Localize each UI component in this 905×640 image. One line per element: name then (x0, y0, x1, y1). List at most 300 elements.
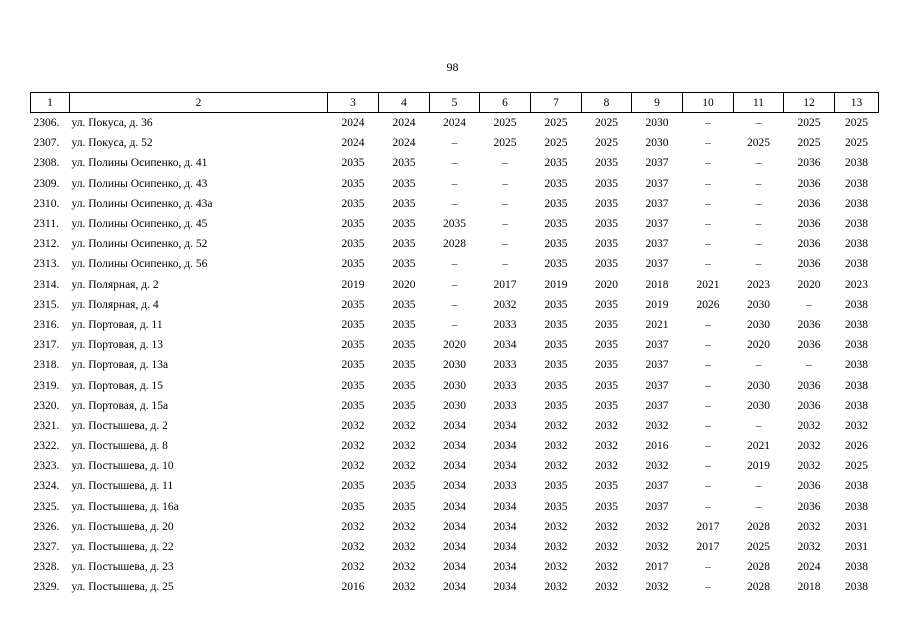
year-cell: 2035 (341, 177, 365, 190)
year-cell: 2034 (443, 541, 466, 554)
year-cell: 2036 (797, 318, 821, 331)
year-cell: 2035 (341, 238, 365, 251)
address-cell: ул. Постышева, д. 25 (71, 581, 174, 594)
year-cell: 2032 (797, 419, 821, 432)
year-cell: 2016 (645, 440, 669, 453)
year-cell: 2025 (747, 137, 770, 150)
year-cell: 2036 (797, 157, 821, 170)
column-header-5: 5 (430, 93, 480, 113)
year-cell: 2030 (747, 318, 770, 331)
year-cell: 2032 (544, 581, 568, 594)
year-cell: 2017 (696, 520, 720, 533)
address-cell: ул. Покуса, д. 52 (71, 137, 153, 150)
year-cell: 2019 (747, 460, 770, 473)
year-cell: – (755, 218, 762, 231)
address-cell: ул. Полины Осипенко, д. 45 (71, 218, 208, 231)
year-cell: – (451, 197, 458, 210)
year-cell: – (705, 460, 711, 473)
table-row (31, 355, 879, 375)
year-cell: – (755, 258, 762, 271)
column-header-2: 2 (70, 93, 328, 113)
year-cell: 2033 (493, 379, 517, 392)
year-cell: 2023 (747, 278, 770, 291)
address-cell: ул. Полярная, д. 2 (71, 278, 159, 291)
year-cell: 2038 (845, 177, 868, 190)
year-cell: 2021 (747, 440, 770, 453)
year-cell: 2025 (845, 460, 868, 473)
year-cell: 2035 (544, 500, 568, 513)
year-cell: 2032 (645, 419, 669, 432)
table-row (31, 577, 879, 597)
column-header-10: 10 (683, 93, 734, 113)
register-table (30, 92, 879, 598)
address-cell: ул. Полины Осипенко, д. 52 (71, 238, 208, 251)
year-cell: 2032 (392, 581, 416, 594)
year-cell: 2032 (392, 541, 416, 554)
address-cell: ул. Постышева, д. 8 (71, 440, 168, 453)
year-cell: 2025 (845, 137, 868, 150)
year-cell: 2032 (645, 541, 669, 554)
address-cell: ул. Полины Осипенко, д. 56 (71, 258, 208, 271)
table-row (31, 456, 879, 476)
year-cell: 2032 (595, 440, 618, 453)
year-cell: 2025 (747, 541, 770, 554)
year-cell: 2038 (845, 581, 868, 594)
year-cell: – (451, 258, 458, 271)
year-cell: 2037 (645, 379, 669, 392)
year-cell: 2032 (595, 460, 618, 473)
year-cell: 2024 (341, 137, 365, 150)
row-number: 2328. (33, 561, 60, 574)
year-cell: 2032 (544, 520, 568, 533)
year-cell: – (705, 500, 711, 513)
address-cell: ул. Полины Осипенко, д. 43 (71, 177, 208, 190)
year-cell: 2036 (797, 238, 821, 251)
year-cell: 2032 (797, 541, 821, 554)
year-cell: 2035 (341, 339, 365, 352)
year-cell: – (502, 258, 508, 271)
year-cell: 2032 (544, 460, 568, 473)
year-cell: 2036 (797, 177, 821, 190)
table-row (31, 497, 879, 517)
address-cell: ул. Покуса, д. 36 (71, 117, 153, 130)
table-row (31, 254, 879, 274)
row-number: 2311. (33, 218, 59, 231)
year-cell: 2035 (341, 298, 365, 311)
table-row (31, 295, 879, 315)
address-cell: ул. Постышева, д. 22 (71, 541, 174, 554)
year-cell: 2038 (845, 561, 868, 574)
year-cell: 2038 (845, 500, 868, 513)
year-cell: 2035 (341, 359, 365, 372)
year-cell: 2024 (443, 117, 466, 130)
column-header-6: 6 (480, 93, 531, 113)
year-cell: 2032 (645, 520, 669, 533)
page-number: 98 (446, 60, 459, 74)
year-cell: 2035 (392, 399, 416, 412)
year-cell: – (705, 399, 711, 412)
year-cell: 2033 (493, 359, 517, 372)
address-cell: ул. Постышева, д. 10 (71, 460, 174, 473)
year-cell: 2032 (392, 419, 416, 432)
column-header-9: 9 (632, 93, 683, 113)
year-cell: 2032 (544, 541, 568, 554)
year-cell: 2035 (595, 359, 618, 372)
column-header-4: 4 (379, 93, 430, 113)
year-cell: 2032 (544, 419, 568, 432)
year-cell: 2038 (845, 258, 868, 271)
year-cell: 2035 (595, 318, 618, 331)
year-cell: – (705, 480, 711, 493)
year-cell: 2035 (595, 218, 618, 231)
year-cell: 2024 (341, 117, 365, 130)
year-cell: 2030 (443, 359, 466, 372)
year-cell: 2034 (493, 500, 517, 513)
year-cell: 2038 (845, 339, 868, 352)
year-cell: 2026 (845, 440, 868, 453)
year-cell: 2032 (341, 561, 365, 574)
year-cell: 2035 (544, 258, 568, 271)
year-cell: 2035 (544, 379, 568, 392)
year-cell: 2035 (544, 399, 568, 412)
address-cell: ул. Полины Осипенко, д. 43а (71, 197, 213, 210)
year-cell: 2030 (747, 399, 770, 412)
year-cell: 2025 (595, 117, 618, 130)
address-cell: ул. Портовая, д. 13 (71, 339, 164, 352)
year-cell: – (705, 238, 711, 251)
year-cell: – (451, 298, 458, 311)
address-cell: ул. Портовая, д. 11 (71, 318, 163, 331)
row-number: 2323. (33, 460, 60, 473)
year-cell: 2038 (845, 298, 868, 311)
year-cell: 2032 (645, 460, 669, 473)
column-header-13: 13 (835, 93, 879, 113)
row-number: 2324. (33, 480, 60, 493)
year-cell: – (755, 359, 762, 372)
year-cell: 2034 (443, 561, 466, 574)
year-cell: 2035 (341, 399, 365, 412)
year-cell: 2032 (341, 460, 365, 473)
address-cell: ул. Портовая, д. 13а (71, 359, 169, 372)
year-cell: – (451, 278, 458, 291)
year-cell: 2035 (595, 500, 618, 513)
year-cell: 2034 (493, 339, 517, 352)
year-cell: 2032 (595, 581, 618, 594)
year-cell: 2032 (392, 460, 416, 473)
year-cell: 2032 (845, 419, 868, 432)
year-cell: 2037 (645, 339, 669, 352)
row-number: 2319. (33, 379, 60, 392)
column-header-3: 3 (328, 93, 379, 113)
year-cell: 2028 (747, 520, 770, 533)
year-cell: 2020 (747, 339, 770, 352)
address-cell: ул. Портовая, д. 15 (71, 379, 164, 392)
year-cell: 2021 (645, 318, 669, 331)
year-cell: 2035 (595, 298, 618, 311)
year-cell: 2030 (443, 379, 466, 392)
row-number: 2309. (33, 177, 60, 190)
year-cell: 2035 (544, 197, 568, 210)
year-cell: 2037 (645, 197, 669, 210)
year-cell: 2035 (392, 339, 416, 352)
year-cell: 2035 (443, 218, 466, 231)
row-number: 2317. (33, 339, 60, 352)
year-cell: 2034 (493, 541, 517, 554)
address-cell: ул. Портовая, д. 15а (71, 399, 169, 412)
year-cell: 2025 (544, 117, 568, 130)
year-cell: 2035 (595, 238, 618, 251)
year-cell: 2032 (341, 440, 365, 453)
year-cell: 2038 (845, 399, 868, 412)
year-cell: – (755, 157, 762, 170)
year-cell: 2035 (392, 359, 416, 372)
year-cell: 2036 (797, 379, 821, 392)
row-number: 2325. (33, 500, 60, 513)
year-cell: 2034 (443, 460, 466, 473)
row-number: 2316. (33, 318, 60, 331)
year-cell: 2024 (797, 561, 821, 574)
year-cell: 2019 (341, 278, 365, 291)
year-cell: – (705, 440, 711, 453)
year-cell: 2019 (544, 278, 568, 291)
year-cell: 2024 (392, 117, 416, 130)
year-cell: 2025 (544, 137, 568, 150)
year-cell: 2035 (392, 197, 416, 210)
year-cell: 2035 (544, 177, 568, 190)
address-cell: ул. Постышева, д. 11 (71, 480, 174, 493)
row-number: 2308. (33, 157, 60, 170)
year-cell: – (502, 177, 508, 190)
year-cell: 2034 (443, 419, 466, 432)
column-header-8: 8 (582, 93, 632, 113)
year-cell: 2024 (392, 137, 416, 150)
year-cell: 2034 (493, 460, 517, 473)
year-cell: 2037 (645, 157, 669, 170)
year-cell: 2028 (747, 561, 770, 574)
year-cell: – (755, 419, 762, 432)
row-number: 2318. (33, 359, 60, 372)
year-cell: 2037 (645, 218, 669, 231)
year-cell: 2038 (845, 379, 868, 392)
year-cell: 2019 (645, 298, 669, 311)
year-cell: 2035 (392, 500, 416, 513)
year-cell: 2028 (443, 238, 466, 251)
year-cell: 2031 (845, 541, 868, 554)
year-cell: 2036 (797, 480, 821, 493)
year-cell: – (502, 197, 508, 210)
year-cell: 2034 (493, 440, 517, 453)
year-cell: 2034 (443, 520, 466, 533)
header-row (31, 93, 879, 113)
table-row (31, 557, 879, 577)
year-cell: 2035 (392, 258, 416, 271)
year-cell: – (502, 218, 508, 231)
year-cell: – (451, 157, 458, 170)
year-cell: 2025 (845, 117, 868, 130)
table-row (31, 153, 879, 173)
year-cell: 2038 (845, 359, 868, 372)
year-cell: 2025 (797, 117, 821, 130)
year-cell: 2032 (493, 298, 517, 311)
year-cell: 2035 (595, 399, 618, 412)
year-cell: 2032 (797, 460, 821, 473)
table-row (31, 416, 879, 436)
year-cell: 2037 (645, 480, 669, 493)
table-row (31, 375, 879, 395)
year-cell: 2038 (845, 197, 868, 210)
year-cell: 2035 (341, 218, 365, 231)
year-cell: 2035 (392, 177, 416, 190)
year-cell: 2023 (845, 278, 868, 291)
year-cell: 2017 (493, 278, 517, 291)
year-cell: – (705, 318, 711, 331)
year-cell: 2037 (645, 258, 669, 271)
year-cell: 2032 (595, 520, 618, 533)
year-cell: 2032 (341, 541, 365, 554)
row-number: 2313. (33, 258, 60, 271)
table-header (31, 93, 879, 113)
year-cell: 2020 (595, 278, 618, 291)
year-cell: – (755, 197, 762, 210)
year-cell: 2020 (392, 278, 416, 291)
year-cell: 2025 (493, 137, 517, 150)
year-cell: 2037 (645, 399, 669, 412)
year-cell: – (806, 298, 812, 311)
table-body (31, 113, 879, 598)
year-cell: 2032 (392, 561, 416, 574)
year-cell: 2035 (595, 258, 618, 271)
year-cell: – (705, 419, 711, 432)
year-cell: 2035 (341, 379, 365, 392)
year-cell: 2035 (544, 359, 568, 372)
year-cell: 2038 (845, 157, 868, 170)
year-cell: 2035 (341, 500, 365, 513)
column-header-1: 1 (31, 93, 70, 113)
row-number: 2312. (33, 238, 60, 251)
address-cell: ул. Полярная, д. 4 (71, 298, 159, 311)
row-number: 2306. (33, 117, 60, 130)
year-cell: – (705, 379, 711, 392)
table-row (31, 275, 879, 295)
year-cell: – (705, 197, 711, 210)
year-cell: 2030 (645, 137, 669, 150)
year-cell: 2035 (595, 157, 618, 170)
year-cell: 2032 (595, 419, 618, 432)
year-cell: 2035 (392, 379, 416, 392)
year-cell: 2036 (797, 197, 821, 210)
year-cell: 2035 (595, 339, 618, 352)
year-cell: – (705, 339, 711, 352)
year-cell: 2034 (443, 581, 466, 594)
table-row (31, 396, 879, 416)
year-cell: 2034 (493, 561, 517, 574)
year-cell: 2031 (845, 520, 868, 533)
year-cell: – (705, 157, 711, 170)
row-number: 2320. (33, 399, 60, 412)
address-cell: ул. Постышева, д. 2 (71, 419, 168, 432)
table-row (31, 476, 879, 496)
year-cell: 2034 (493, 581, 517, 594)
year-cell: – (705, 359, 711, 372)
year-cell: 2037 (645, 359, 669, 372)
year-cell: – (755, 500, 762, 513)
year-cell: 2016 (341, 581, 365, 594)
year-cell: 2020 (797, 278, 821, 291)
year-cell: 2035 (341, 318, 365, 331)
column-header-7: 7 (531, 93, 582, 113)
year-cell: 2034 (443, 500, 466, 513)
year-cell: – (502, 238, 508, 251)
year-cell: – (806, 359, 812, 372)
year-cell: 2032 (797, 520, 821, 533)
row-number: 2329. (33, 581, 60, 594)
year-cell: – (755, 177, 762, 190)
year-cell: – (705, 117, 711, 130)
table-row (31, 174, 879, 194)
year-cell: 2030 (747, 298, 770, 311)
table-row (31, 315, 879, 335)
year-cell: 2032 (544, 561, 568, 574)
row-number: 2314. (33, 278, 60, 291)
year-cell: – (705, 177, 711, 190)
year-cell: 2032 (797, 440, 821, 453)
year-cell: – (705, 258, 711, 271)
year-cell: 2035 (544, 480, 568, 493)
table-row (31, 537, 879, 557)
year-cell: 2035 (595, 379, 618, 392)
row-number: 2307. (33, 137, 60, 150)
year-cell: 2034 (493, 419, 517, 432)
year-cell: 2038 (845, 480, 868, 493)
year-cell: 2021 (696, 278, 720, 291)
year-cell: 2018 (645, 278, 669, 291)
row-number: 2326. (33, 520, 60, 533)
year-cell: 2032 (595, 561, 618, 574)
year-cell: 2035 (595, 480, 618, 493)
year-cell: 2030 (747, 379, 770, 392)
table-row (31, 517, 879, 537)
year-cell: 2033 (493, 480, 517, 493)
year-cell: 2035 (392, 238, 416, 251)
row-number: 2315. (33, 298, 60, 311)
year-cell: – (705, 581, 711, 594)
year-cell: 2034 (443, 480, 466, 493)
year-cell: 2025 (797, 137, 821, 150)
year-cell: 2032 (595, 541, 618, 554)
year-cell: – (705, 137, 711, 150)
year-cell: 2035 (392, 218, 416, 231)
year-cell: 2032 (392, 440, 416, 453)
year-cell: 2037 (645, 177, 669, 190)
table-row (31, 214, 879, 234)
year-cell: 2036 (797, 399, 821, 412)
year-cell: 2035 (595, 197, 618, 210)
year-cell: 2036 (797, 339, 821, 352)
year-cell: 2035 (544, 238, 568, 251)
year-cell: – (705, 218, 711, 231)
year-cell: – (755, 238, 762, 251)
year-cell: 2034 (443, 440, 466, 453)
year-cell: 2020 (443, 339, 466, 352)
year-cell: 2017 (645, 561, 669, 574)
year-cell: – (705, 561, 711, 574)
year-cell: 2034 (493, 520, 517, 533)
year-cell: 2030 (443, 399, 466, 412)
column-header-11: 11 (734, 93, 784, 113)
year-cell: 2035 (341, 258, 365, 271)
column-header-12: 12 (784, 93, 835, 113)
year-cell: 2037 (645, 238, 669, 251)
